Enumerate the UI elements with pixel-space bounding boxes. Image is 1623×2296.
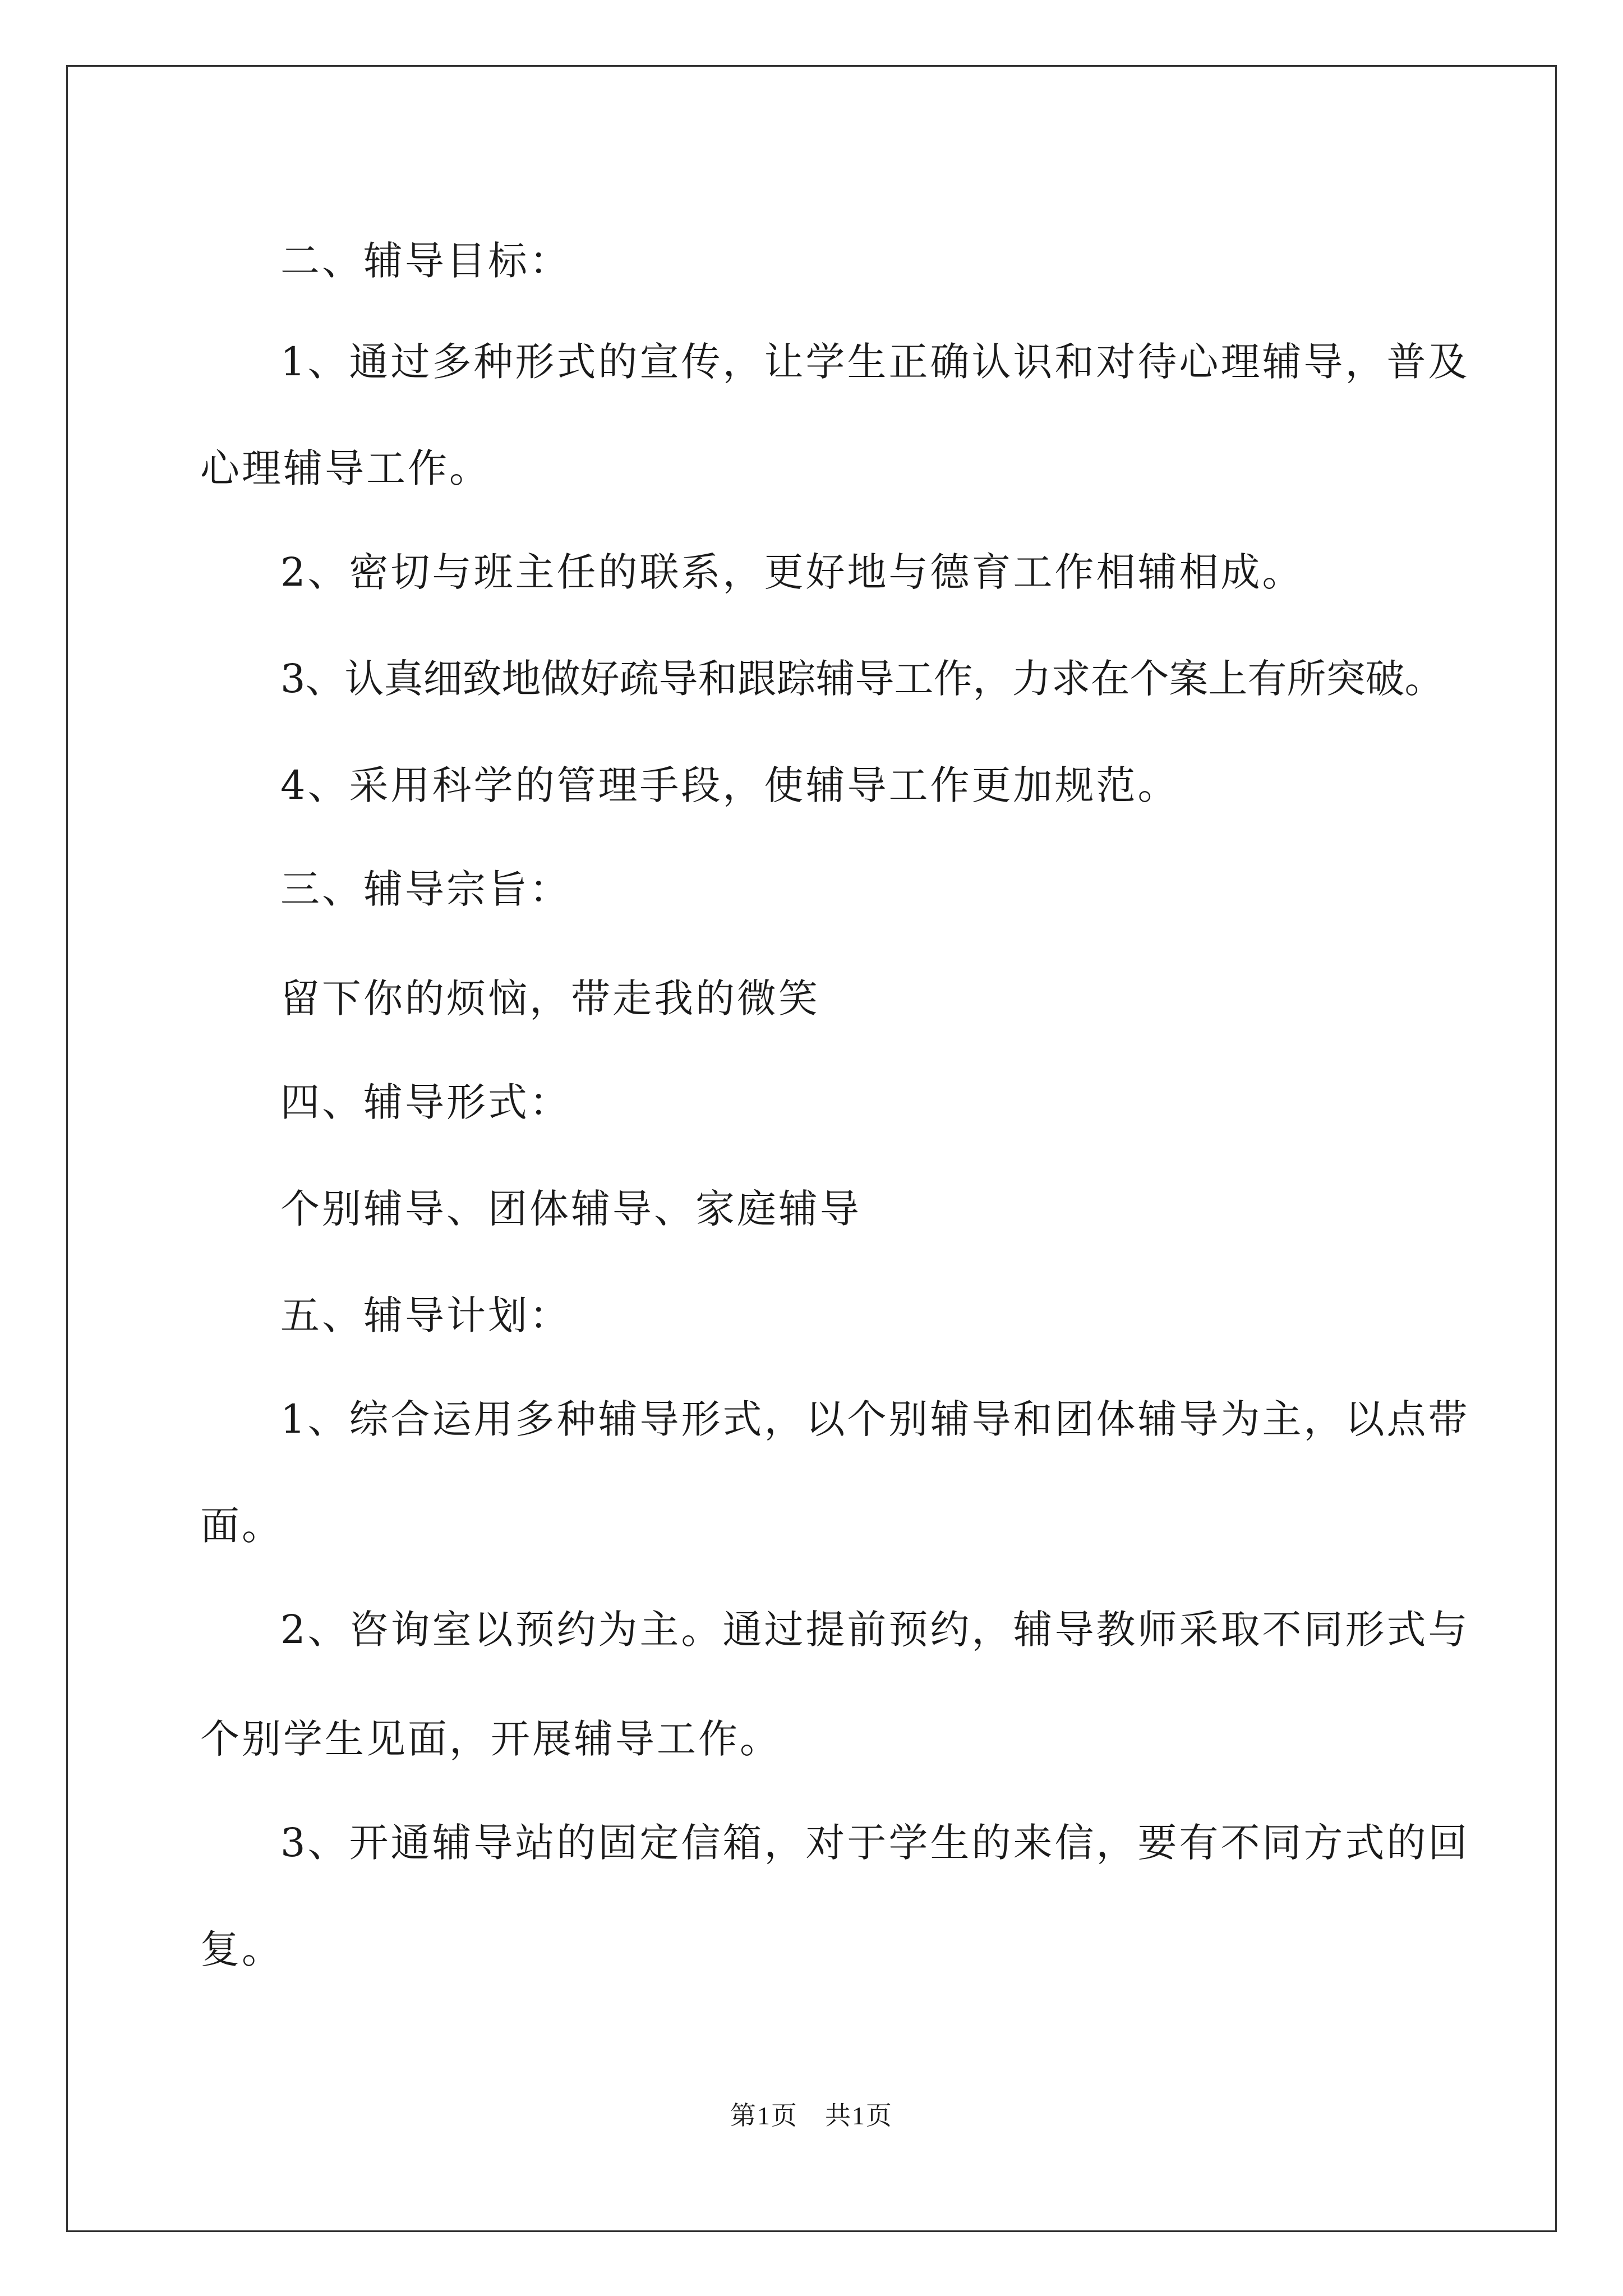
plan-item-1-continued: 面。 <box>200 1503 283 1549</box>
plan-item-2: 2、咨询室以预约为主。通过提前预约，辅导教师采取不同形式与 <box>280 1607 1470 1653</box>
plan-item-3: 3、开通辅导站的固定信箱，对于学生的来信，要有不同方式的回 <box>280 1820 1470 1866</box>
heading-guidance-plan: 五、辅导计划： <box>280 1292 571 1338</box>
heading-guidance-purpose: 三、辅导宗旨： <box>280 866 571 912</box>
goal-item-4: 4、采用科学的管理手段，使辅导工作更加规范。 <box>280 762 1179 808</box>
plan-item-2-continued: 个别学生见面，开展辅导工作。 <box>200 1716 781 1762</box>
goal-item-1: 1、通过多种形式的宣传，让学生正确认识和对待心理辅导，普及 <box>280 339 1470 385</box>
plan-item-3-continued: 复。 <box>200 1926 283 1972</box>
heading-guidance-forms: 四、辅导形式： <box>280 1079 571 1125</box>
purpose-motto: 留下你的烦恼，带走我的微笑 <box>280 976 820 1022</box>
page-border <box>66 65 1557 2232</box>
plan-item-1: 1、综合运用多种辅导形式，以个别辅导和团体辅导为主，以点带 <box>280 1396 1470 1442</box>
goal-item-3: 3、认真细致地做好疏导和跟踪辅导工作，力求在个案上有所突破。 <box>280 656 1444 702</box>
page-number-footer: 第1页 共1页 <box>730 2101 893 2130</box>
goal-item-2: 2、密切与班主任的联系，更好地与德育工作相辅相成。 <box>280 549 1304 595</box>
goal-item-1-continued: 心理辅导工作。 <box>200 445 491 491</box>
heading-guidance-goals: 二、辅导目标： <box>280 238 571 284</box>
guidance-forms-list: 个别辅导、团体辅导、家庭辅导 <box>280 1186 861 1232</box>
